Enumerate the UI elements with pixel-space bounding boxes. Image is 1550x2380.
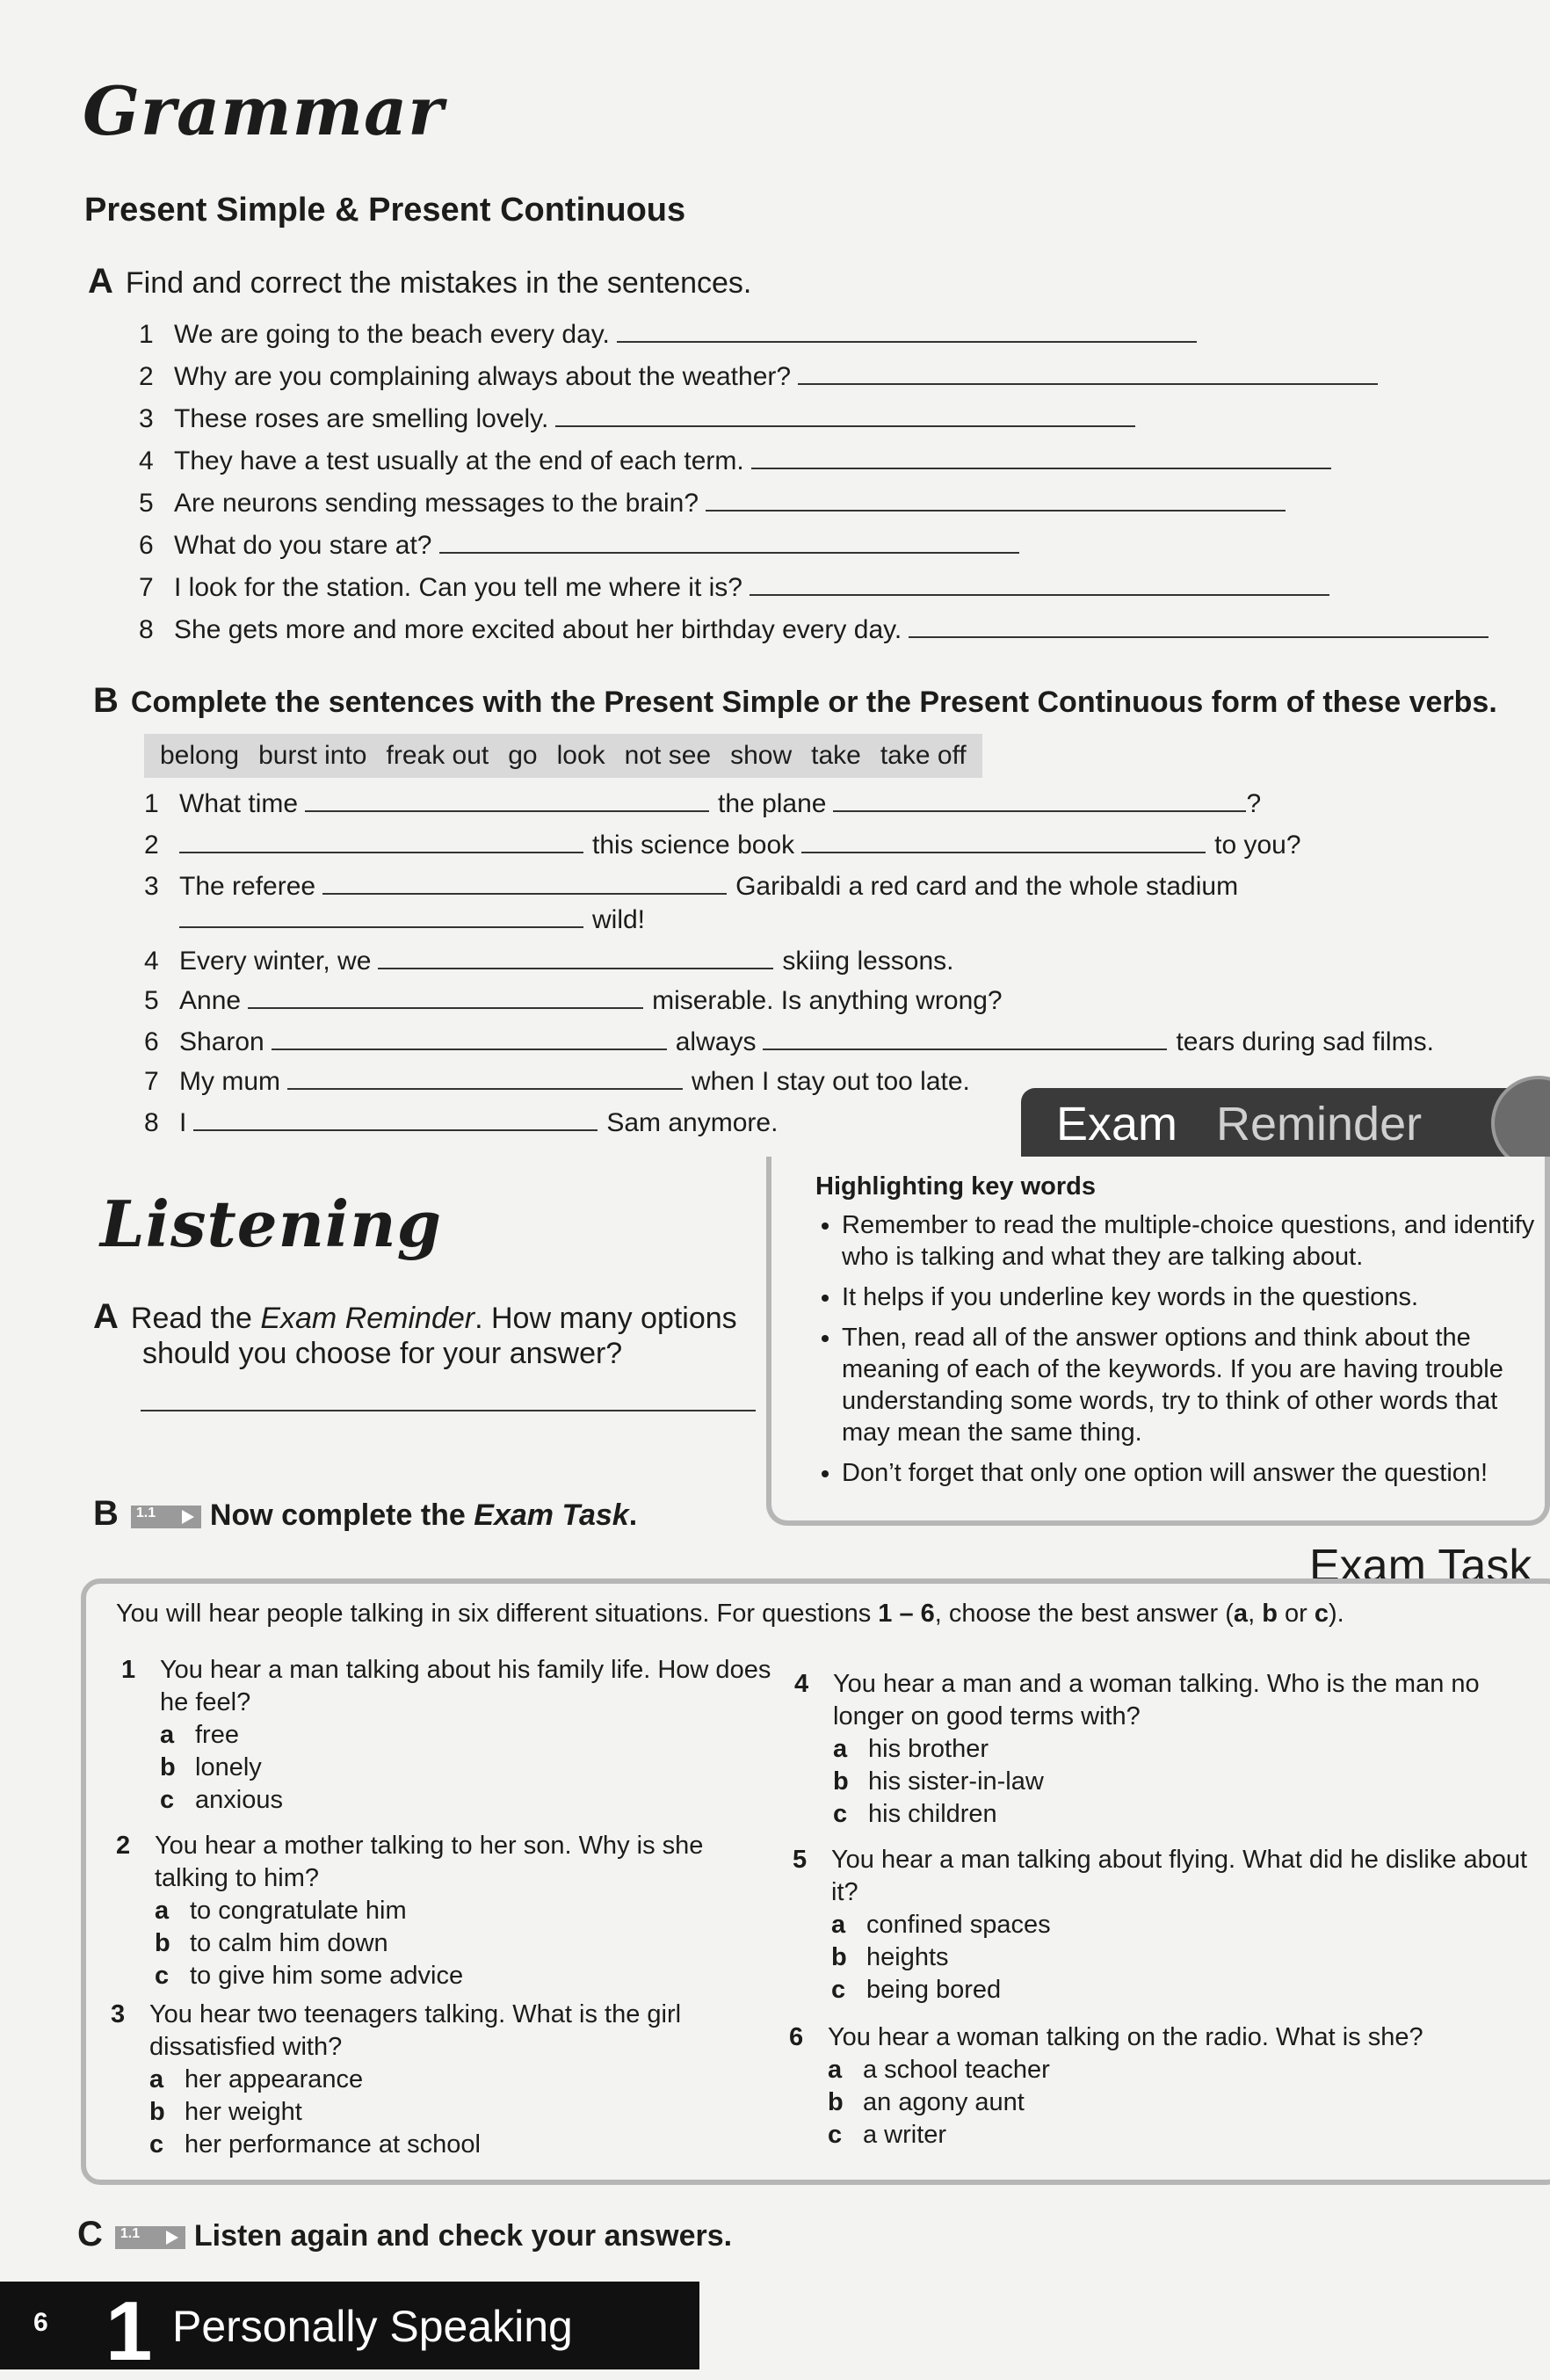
answer-blank[interactable] <box>555 403 1135 427</box>
answer-blank[interactable] <box>179 829 583 853</box>
page-footer <box>0 2282 699 2378</box>
list-item: 8 I Sam anymore. <box>144 1108 779 1137</box>
unit-title: Personally Speaking <box>172 2302 573 2351</box>
list-item: 5 Are neurons sending messages to the brain? <box>139 487 1488 529</box>
answer-blank[interactable] <box>763 1026 1167 1050</box>
list-item: 3 These roses are smelling lovely. <box>139 403 1488 445</box>
answer-option[interactable]: a free <box>160 1721 239 1749</box>
reminder-heading: Highlighting key words <box>815 1172 1097 1201</box>
answer-blank[interactable] <box>322 870 727 895</box>
answer-blank[interactable] <box>248 984 643 1009</box>
audio-track-icon[interactable]: 1.1 <box>115 2226 185 2249</box>
exam-question-2: 2 You hear a mother talking to her son. Why is she talking to him? a to congratulate him b to calm him down c to give him some advice <box>116 1830 771 1992</box>
verb: belong <box>160 741 240 770</box>
answer-option[interactable]: c to give him some advice <box>155 1962 464 1990</box>
list-item: 2 Why are you complaining always about the weather? <box>139 360 1488 403</box>
answer-option[interactable]: a his brother <box>833 1735 989 1763</box>
list-item: 7 My mum when I stay out too late. <box>144 1067 970 1096</box>
answer-blank[interactable] <box>272 1026 667 1050</box>
answer-blank[interactable] <box>305 787 709 812</box>
verb: go <box>508 741 538 770</box>
unit-number: 1 <box>105 2284 153 2378</box>
audio-track-icon[interactable]: 1.1 <box>131 1506 201 1528</box>
list-item: 4 Every winter, we skiing lessons. <box>144 947 954 976</box>
answer-option[interactable]: b his sister-in-law <box>833 1767 1044 1796</box>
list-item: 2 this science book to you? <box>144 831 1301 860</box>
list-item: 1 What time the plane ? <box>144 789 1262 818</box>
exam-question-3: 3 You hear two teenagers talking. What is the girl dissatisfied with? a her appearance b her weight c her performance at school <box>111 1999 771 2161</box>
answer-option[interactable]: b heights <box>831 1943 949 1971</box>
section-letter: A <box>88 262 113 301</box>
page-number: 6 <box>33 2308 48 2337</box>
answer-option[interactable]: b to calm him down <box>155 1929 388 1957</box>
answer-option[interactable]: c a writer <box>828 2121 947 2149</box>
answer-option[interactable]: c anxious <box>160 1786 283 1814</box>
list-item: 8 She gets more and more excited about her birthday every day. <box>139 613 1488 656</box>
answer-blank[interactable] <box>287 1065 683 1090</box>
answer-option[interactable]: b lonely <box>160 1753 262 1781</box>
answer-blank[interactable] <box>798 360 1378 385</box>
verb: look <box>556 741 605 770</box>
listening-c-instruction: C 1.1 Listen again and check your answers. <box>77 2215 733 2253</box>
answer-option[interactable]: b her weight <box>149 2098 302 2126</box>
answer-blank[interactable] <box>617 318 1197 343</box>
list-item: 6 What do you stare at? <box>139 529 1488 571</box>
section-letter: B <box>93 681 119 720</box>
exam-task-title: Exam Task <box>1309 1541 1532 1592</box>
verb: take off <box>880 741 967 770</box>
grammar-a-list <box>139 318 1488 656</box>
reminder-list <box>815 1209 1545 1498</box>
exam-question-4: 4 You hear a man and a woman talking. Who is the man no longer on good terms with? a his brother b his sister-in-law c his children <box>794 1668 1532 1831</box>
list-item: • Remember to read the multiple-choice questions, and identify who is talking and what they are talking about. <box>842 1209 1545 1273</box>
list-item: • It helps if you underline key words in the questions. <box>842 1281 1545 1313</box>
list-item: 7 I look for the station. Can you tell me where it is? <box>139 571 1488 613</box>
answer-blank[interactable] <box>801 829 1206 853</box>
list-item: 5 Anne miserable. Is anything wrong? <box>144 986 1003 1015</box>
exam-reminder-box <box>766 1157 1550 1526</box>
exam-task-intro: You will hear people talking in six different situations. For questions 1 – 6, choose the best answer (a, b or c). <box>116 1600 1344 1628</box>
answer-option[interactable]: a to congratulate him <box>155 1897 407 1925</box>
answer-blank[interactable] <box>141 1410 756 1411</box>
list-item-continued: wild! <box>144 903 1434 945</box>
answer-blank[interactable] <box>706 487 1286 512</box>
answer-option[interactable]: a confined spaces <box>831 1911 1051 1939</box>
verb: show <box>730 741 793 770</box>
answer-blank[interactable] <box>193 1107 598 1131</box>
answer-blank[interactable] <box>439 529 1019 554</box>
exam-reminder-header: Exam Reminder <box>1021 1088 1550 1157</box>
answer-blank[interactable] <box>750 571 1329 596</box>
exam-question-6: 6 You hear a woman talking on the radio. What is she? a a school teacher b an agony aunt c a writer <box>789 2021 1532 2151</box>
verb: burst into <box>258 741 367 770</box>
answer-option[interactable]: a her appearance <box>149 2065 364 2093</box>
list-item: 4 They have a test usually at the end of each term. <box>139 445 1488 487</box>
answer-blank[interactable] <box>751 445 1331 469</box>
verb-box <box>144 734 982 778</box>
grammar-title: Grammar <box>83 72 445 150</box>
grammar-b-instruction: B Complete the sentences with the Present Simple or the Present Continuous form of these verbs. <box>93 681 1497 720</box>
answer-option[interactable]: a a school teacher <box>828 2056 1050 2084</box>
answer-option[interactable]: c her performance at school <box>149 2130 481 2159</box>
exam-task-box <box>81 1578 1550 2185</box>
exam-question-5: 5 You hear a man talking about flying. What did he dislike about it? a confined spaces b heights c being bored <box>793 1844 1532 2006</box>
listening-title: Listening <box>100 1186 442 1261</box>
answer-option[interactable]: c his children <box>833 1800 997 1828</box>
answer-blank[interactable] <box>378 945 773 969</box>
exam-question-1: 1 You hear a man talking about his family life. How does he feel? a free b lonely c anxious <box>121 1654 771 1817</box>
grammar-subtitle: Present Simple & Present Continuous <box>84 192 686 229</box>
answer-blank[interactable] <box>833 787 1246 812</box>
verb: not see <box>624 741 712 770</box>
listening-a-instruction: A Read the Exam Reminder. How many options should you choose for your answer? <box>93 1297 737 1370</box>
answer-blank[interactable] <box>909 613 1488 638</box>
list-item: 6 Sharon always tears during sad films. <box>144 1027 1434 1056</box>
answer-option[interactable]: c being bored <box>831 1976 1002 2004</box>
list-item: 1 We are going to the beach every day. <box>139 318 1488 360</box>
answer-blank[interactable] <box>179 903 583 928</box>
list-item: • Don’t forget that only one option will answer the question! <box>842 1457 1545 1489</box>
verb: take <box>811 741 861 770</box>
list-item: • Then, read all of the answer options and think about the meaning of each of the keywords. If you are having trouble understanding some words, try to think of other words that may mean the same thing. <box>842 1322 1545 1448</box>
verb: freak out <box>386 741 489 770</box>
listening-b-instruction: B 1.1 Now complete the Exam Task. <box>93 1494 638 1533</box>
grammar-a-instruction: A Find and correct the mistakes in the sentences. <box>88 262 752 301</box>
answer-option[interactable]: b an agony aunt <box>828 2088 1025 2116</box>
list-item: 3 The referee Garibaldi a red card and the whole stadium <box>144 872 1239 901</box>
